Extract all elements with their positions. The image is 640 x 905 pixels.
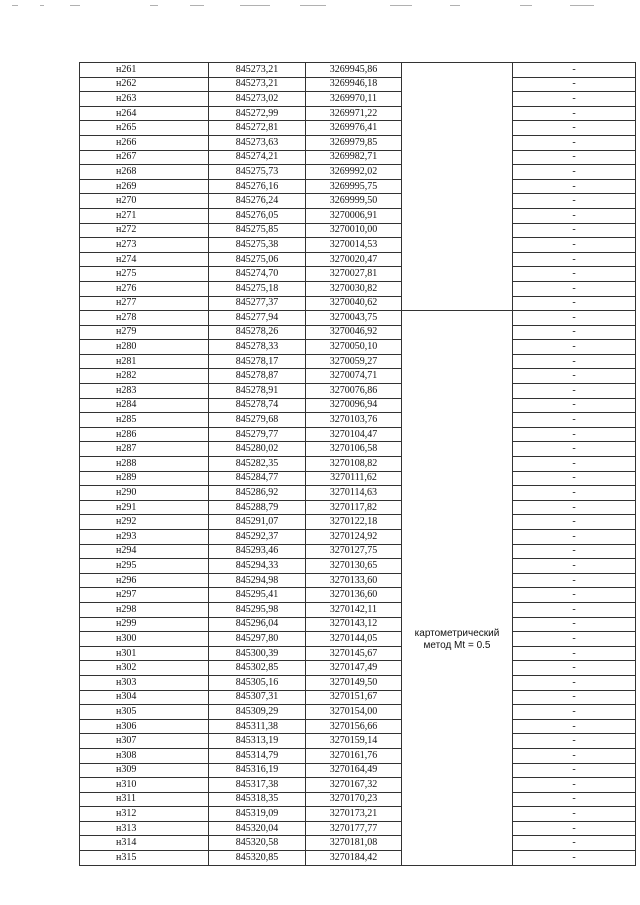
dash-cell: - — [513, 311, 636, 326]
dash-cell: - — [513, 632, 636, 647]
dash-cell: - — [513, 150, 636, 165]
table-row — [80, 165, 636, 180]
point-id-cell: н311 — [80, 792, 209, 807]
table-row — [80, 311, 636, 326]
dash-cell: - — [513, 165, 636, 180]
table-row — [80, 208, 636, 223]
x-coordinate-cell: 845278,87 — [209, 369, 306, 384]
y-coordinate-cell: 3270030,82 — [306, 281, 402, 296]
dash-cell: - — [513, 194, 636, 209]
point-id-cell: н305 — [80, 705, 209, 720]
x-coordinate-cell: 845293,46 — [209, 544, 306, 559]
method-text: картометрический метод Mt = 0.5 — [414, 627, 500, 651]
y-coordinate-cell: 3270151,67 — [306, 690, 402, 705]
table-row — [80, 121, 636, 136]
point-id-cell: н294 — [80, 544, 209, 559]
y-coordinate-cell: 3269979,85 — [306, 135, 402, 150]
table-row — [80, 340, 636, 355]
point-id-cell: н278 — [80, 311, 209, 326]
y-coordinate-cell: 3269945,86 — [306, 63, 402, 78]
dash-cell: - — [513, 778, 636, 793]
table-row — [80, 807, 636, 822]
y-coordinate-cell: 3270111,62 — [306, 471, 402, 486]
x-coordinate-cell: 845276,05 — [209, 208, 306, 223]
point-id-cell: н264 — [80, 106, 209, 121]
table-row — [80, 223, 636, 238]
point-id-cell: н297 — [80, 588, 209, 603]
x-coordinate-cell: 845277,37 — [209, 296, 306, 311]
point-id-cell: н312 — [80, 807, 209, 822]
point-id-cell: н306 — [80, 719, 209, 734]
dash-cell: - — [513, 705, 636, 720]
dash-cell: - — [513, 748, 636, 763]
point-id-cell: н274 — [80, 252, 209, 267]
x-coordinate-cell: 845273,63 — [209, 135, 306, 150]
x-coordinate-cell: 845305,16 — [209, 675, 306, 690]
y-coordinate-cell: 3270145,67 — [306, 646, 402, 661]
y-coordinate-cell: 3270074,71 — [306, 369, 402, 384]
dash-cell: - — [513, 413, 636, 428]
table-row — [80, 106, 636, 121]
table-row — [80, 690, 636, 705]
x-coordinate-cell: 845288,79 — [209, 500, 306, 515]
y-coordinate-cell: 3270059,27 — [306, 354, 402, 369]
y-coordinate-cell: 3270040,62 — [306, 296, 402, 311]
point-id-cell: н268 — [80, 165, 209, 180]
dash-cell: - — [513, 179, 636, 194]
x-coordinate-cell: 845278,17 — [209, 354, 306, 369]
x-coordinate-cell: 845278,26 — [209, 325, 306, 340]
table-row — [80, 398, 636, 413]
dash-cell: - — [513, 121, 636, 136]
y-coordinate-cell: 3269992,02 — [306, 165, 402, 180]
x-coordinate-cell: 845319,09 — [209, 807, 306, 822]
y-coordinate-cell: 3270117,82 — [306, 500, 402, 515]
y-coordinate-cell: 3270156,66 — [306, 719, 402, 734]
table-row — [80, 573, 636, 588]
dash-cell: - — [513, 354, 636, 369]
y-coordinate-cell: 3270154,00 — [306, 705, 402, 720]
x-coordinate-cell: 845280,02 — [209, 442, 306, 457]
x-coordinate-cell: 845278,91 — [209, 384, 306, 399]
dash-cell: - — [513, 515, 636, 530]
point-id-cell: н273 — [80, 238, 209, 253]
y-coordinate-cell: 3270027,81 — [306, 267, 402, 282]
dash-cell: - — [513, 281, 636, 296]
point-id-cell: н281 — [80, 354, 209, 369]
point-id-cell: н291 — [80, 500, 209, 515]
table-row — [80, 544, 636, 559]
point-id-cell: н262 — [80, 77, 209, 92]
dash-cell: - — [513, 208, 636, 223]
table-row — [80, 150, 636, 165]
point-id-cell: н267 — [80, 150, 209, 165]
y-coordinate-cell: 3270149,50 — [306, 675, 402, 690]
table-row — [80, 851, 636, 866]
table-row — [80, 719, 636, 734]
x-coordinate-cell: 845278,33 — [209, 340, 306, 355]
y-coordinate-cell: 3270167,32 — [306, 778, 402, 793]
table-row — [80, 617, 636, 632]
dash-cell: - — [513, 530, 636, 545]
y-coordinate-cell: 3270108,82 — [306, 457, 402, 472]
y-coordinate-cell: 3270076,86 — [306, 384, 402, 399]
point-id-cell: н290 — [80, 486, 209, 501]
x-coordinate-cell: 845275,73 — [209, 165, 306, 180]
y-coordinate-cell: 3270020,47 — [306, 252, 402, 267]
point-id-cell: н284 — [80, 398, 209, 413]
dash-cell: - — [513, 675, 636, 690]
x-coordinate-cell: 845275,18 — [209, 281, 306, 296]
dash-cell: - — [513, 325, 636, 340]
dash-cell: - — [513, 690, 636, 705]
dash-cell: - — [513, 442, 636, 457]
dash-cell: - — [513, 77, 636, 92]
point-id-cell: н310 — [80, 778, 209, 793]
dash-cell: - — [513, 588, 636, 603]
y-coordinate-cell: 3270050,10 — [306, 340, 402, 355]
point-id-cell: н302 — [80, 661, 209, 676]
dash-cell: - — [513, 602, 636, 617]
dash-cell: - — [513, 836, 636, 851]
table-row — [80, 675, 636, 690]
y-coordinate-cell: 3270006,91 — [306, 208, 402, 223]
y-coordinate-cell: 3270014,53 — [306, 238, 402, 253]
point-id-cell: н315 — [80, 851, 209, 866]
dash-cell: - — [513, 573, 636, 588]
table-row — [80, 748, 636, 763]
x-coordinate-cell: 845302,85 — [209, 661, 306, 676]
table-row — [80, 369, 636, 384]
point-id-cell: н307 — [80, 734, 209, 749]
x-coordinate-cell: 845276,16 — [209, 179, 306, 194]
dash-cell: - — [513, 486, 636, 501]
x-coordinate-cell: 845278,74 — [209, 398, 306, 413]
point-id-cell: н299 — [80, 617, 209, 632]
point-id-cell: н300 — [80, 632, 209, 647]
table-row — [80, 92, 636, 107]
point-id-cell: н293 — [80, 530, 209, 545]
point-id-cell: н301 — [80, 646, 209, 661]
y-coordinate-cell: 3270046,92 — [306, 325, 402, 340]
dash-cell: - — [513, 559, 636, 574]
point-id-cell: н280 — [80, 340, 209, 355]
point-id-cell: н272 — [80, 223, 209, 238]
table-row — [80, 486, 636, 501]
table-row — [80, 646, 636, 661]
point-id-cell: н314 — [80, 836, 209, 851]
y-coordinate-cell: 3270043,75 — [306, 311, 402, 326]
dash-cell: - — [513, 792, 636, 807]
x-coordinate-cell: 845282,35 — [209, 457, 306, 472]
x-coordinate-cell: 845277,94 — [209, 311, 306, 326]
x-coordinate-cell: 845272,99 — [209, 106, 306, 121]
point-id-cell: н287 — [80, 442, 209, 457]
coordinates-table-body — [80, 63, 636, 866]
dash-cell: - — [513, 252, 636, 267]
y-coordinate-cell: 3270143,12 — [306, 617, 402, 632]
point-id-cell: н298 — [80, 602, 209, 617]
x-coordinate-cell: 845272,81 — [209, 121, 306, 136]
point-id-cell: н296 — [80, 573, 209, 588]
dash-cell: - — [513, 267, 636, 282]
y-coordinate-cell: 3270177,77 — [306, 821, 402, 836]
point-id-cell: н303 — [80, 675, 209, 690]
y-coordinate-cell: 3269946,18 — [306, 77, 402, 92]
table-row — [80, 471, 636, 486]
x-coordinate-cell: 845273,02 — [209, 92, 306, 107]
table-row — [80, 238, 636, 253]
dash-cell: - — [513, 661, 636, 676]
dash-cell: - — [513, 369, 636, 384]
table-row — [80, 354, 636, 369]
y-coordinate-cell: 3270181,08 — [306, 836, 402, 851]
table-row — [80, 792, 636, 807]
dash-cell: - — [513, 719, 636, 734]
x-coordinate-cell: 845279,68 — [209, 413, 306, 428]
dash-cell: - — [513, 471, 636, 486]
y-coordinate-cell: 3270127,75 — [306, 544, 402, 559]
dash-cell: - — [513, 223, 636, 238]
y-coordinate-cell: 3270122,18 — [306, 515, 402, 530]
point-id-cell: н271 — [80, 208, 209, 223]
dash-cell: - — [513, 63, 636, 78]
dash-cell: - — [513, 851, 636, 866]
dash-cell: - — [513, 238, 636, 253]
point-id-cell: н265 — [80, 121, 209, 136]
table-row — [80, 457, 636, 472]
point-id-cell: н292 — [80, 515, 209, 530]
x-coordinate-cell: 845317,38 — [209, 778, 306, 793]
x-coordinate-cell: 845275,06 — [209, 252, 306, 267]
y-coordinate-cell: 3270124,92 — [306, 530, 402, 545]
y-coordinate-cell: 3270147,49 — [306, 661, 402, 676]
x-coordinate-cell: 845274,21 — [209, 150, 306, 165]
point-id-cell: н266 — [80, 135, 209, 150]
point-id-cell: н279 — [80, 325, 209, 340]
point-id-cell: н277 — [80, 296, 209, 311]
dash-cell: - — [513, 544, 636, 559]
y-coordinate-cell: 3270170,23 — [306, 792, 402, 807]
x-coordinate-cell: 845291,07 — [209, 515, 306, 530]
y-coordinate-cell: 3270136,60 — [306, 588, 402, 603]
point-id-cell: н275 — [80, 267, 209, 282]
y-coordinate-cell: 3269970,11 — [306, 92, 402, 107]
x-coordinate-cell: 845274,70 — [209, 267, 306, 282]
x-coordinate-cell: 845320,58 — [209, 836, 306, 851]
x-coordinate-cell: 845311,38 — [209, 719, 306, 734]
dash-cell: - — [513, 821, 636, 836]
x-coordinate-cell: 845292,37 — [209, 530, 306, 545]
table-row — [80, 515, 636, 530]
point-id-cell: н283 — [80, 384, 209, 399]
dash-cell: - — [513, 92, 636, 107]
dash-cell: - — [513, 135, 636, 150]
y-coordinate-cell: 3270130,65 — [306, 559, 402, 574]
table-row — [80, 442, 636, 457]
x-coordinate-cell: 845295,98 — [209, 602, 306, 617]
point-id-cell: н285 — [80, 413, 209, 428]
table-row — [80, 734, 636, 749]
dash-cell: - — [513, 296, 636, 311]
point-id-cell: н308 — [80, 748, 209, 763]
y-coordinate-cell: 3270184,42 — [306, 851, 402, 866]
table-row — [80, 661, 636, 676]
x-coordinate-cell: 845275,38 — [209, 238, 306, 253]
y-coordinate-cell: 3270164,49 — [306, 763, 402, 778]
x-coordinate-cell: 845316,19 — [209, 763, 306, 778]
x-coordinate-cell: 845300,39 — [209, 646, 306, 661]
x-coordinate-cell: 845294,98 — [209, 573, 306, 588]
table-row — [80, 530, 636, 545]
x-coordinate-cell: 845318,35 — [209, 792, 306, 807]
y-coordinate-cell: 3270096,94 — [306, 398, 402, 413]
point-id-cell: н269 — [80, 179, 209, 194]
y-coordinate-cell: 3270133,60 — [306, 573, 402, 588]
y-coordinate-cell: 3270104,47 — [306, 427, 402, 442]
y-coordinate-cell: 3269976,41 — [306, 121, 402, 136]
x-coordinate-cell: 845279,77 — [209, 427, 306, 442]
x-coordinate-cell: 845295,41 — [209, 588, 306, 603]
dash-cell: - — [513, 384, 636, 399]
dash-cell: - — [513, 427, 636, 442]
y-coordinate-cell: 3269995,75 — [306, 179, 402, 194]
y-coordinate-cell: 3270103,76 — [306, 413, 402, 428]
table-row — [80, 821, 636, 836]
y-coordinate-cell: 3270106,58 — [306, 442, 402, 457]
x-coordinate-cell: 845294,33 — [209, 559, 306, 574]
method-cell — [402, 311, 513, 866]
x-coordinate-cell: 845273,21 — [209, 63, 306, 78]
table-row — [80, 705, 636, 720]
y-coordinate-cell: 3270161,76 — [306, 748, 402, 763]
method-cell-empty — [402, 63, 513, 311]
dash-cell: - — [513, 500, 636, 515]
dash-cell: - — [513, 734, 636, 749]
y-coordinate-cell: 3269982,71 — [306, 150, 402, 165]
y-coordinate-cell: 3270144,05 — [306, 632, 402, 647]
x-coordinate-cell: 845297,80 — [209, 632, 306, 647]
table-row — [80, 179, 636, 194]
table-row — [80, 384, 636, 399]
table-row — [80, 267, 636, 282]
point-id-cell: н261 — [80, 63, 209, 78]
x-coordinate-cell: 845276,24 — [209, 194, 306, 209]
y-coordinate-cell: 3270010,00 — [306, 223, 402, 238]
table-row — [80, 778, 636, 793]
table-row — [80, 427, 636, 442]
table-row — [80, 135, 636, 150]
y-coordinate-cell: 3270142,11 — [306, 602, 402, 617]
table-row — [80, 836, 636, 851]
table-row — [80, 281, 636, 296]
point-id-cell: н288 — [80, 457, 209, 472]
table-row — [80, 632, 636, 647]
table-row — [80, 602, 636, 617]
point-id-cell: н313 — [80, 821, 209, 836]
y-coordinate-cell: 3269971,22 — [306, 106, 402, 121]
point-id-cell: н270 — [80, 194, 209, 209]
table-row — [80, 763, 636, 778]
scan-artifact-line — [0, 0, 640, 8]
x-coordinate-cell: 845320,85 — [209, 851, 306, 866]
y-coordinate-cell: 3269999,50 — [306, 194, 402, 209]
dash-cell: - — [513, 617, 636, 632]
point-id-cell: н282 — [80, 369, 209, 384]
point-id-cell: н289 — [80, 471, 209, 486]
y-coordinate-cell: 3270114,63 — [306, 486, 402, 501]
dash-cell: - — [513, 106, 636, 121]
point-id-cell: н309 — [80, 763, 209, 778]
table-row — [80, 500, 636, 515]
table-row — [80, 588, 636, 603]
point-id-cell: н276 — [80, 281, 209, 296]
point-id-cell: н263 — [80, 92, 209, 107]
coordinates-table — [79, 62, 636, 866]
x-coordinate-cell: 845314,79 — [209, 748, 306, 763]
table-row — [80, 77, 636, 92]
point-id-cell: н286 — [80, 427, 209, 442]
dash-cell: - — [513, 807, 636, 822]
table-row — [80, 296, 636, 311]
point-id-cell: н295 — [80, 559, 209, 574]
dash-cell: - — [513, 763, 636, 778]
x-coordinate-cell: 845313,19 — [209, 734, 306, 749]
table-row — [80, 325, 636, 340]
table-row — [80, 413, 636, 428]
y-coordinate-cell: 3270173,21 — [306, 807, 402, 822]
x-coordinate-cell: 845286,92 — [209, 486, 306, 501]
x-coordinate-cell: 845307,31 — [209, 690, 306, 705]
x-coordinate-cell: 845296,04 — [209, 617, 306, 632]
x-coordinate-cell: 845309,29 — [209, 705, 306, 720]
x-coordinate-cell: 845320,04 — [209, 821, 306, 836]
x-coordinate-cell: 845275,85 — [209, 223, 306, 238]
table-row — [80, 194, 636, 209]
x-coordinate-cell: 845273,21 — [209, 77, 306, 92]
point-id-cell: н304 — [80, 690, 209, 705]
x-coordinate-cell: 845284,77 — [209, 471, 306, 486]
dash-cell: - — [513, 340, 636, 355]
dash-cell: - — [513, 457, 636, 472]
y-coordinate-cell: 3270159,14 — [306, 734, 402, 749]
table-row — [80, 63, 636, 78]
dash-cell: - — [513, 398, 636, 413]
table-row — [80, 559, 636, 574]
table-row — [80, 252, 636, 267]
dash-cell: - — [513, 646, 636, 661]
